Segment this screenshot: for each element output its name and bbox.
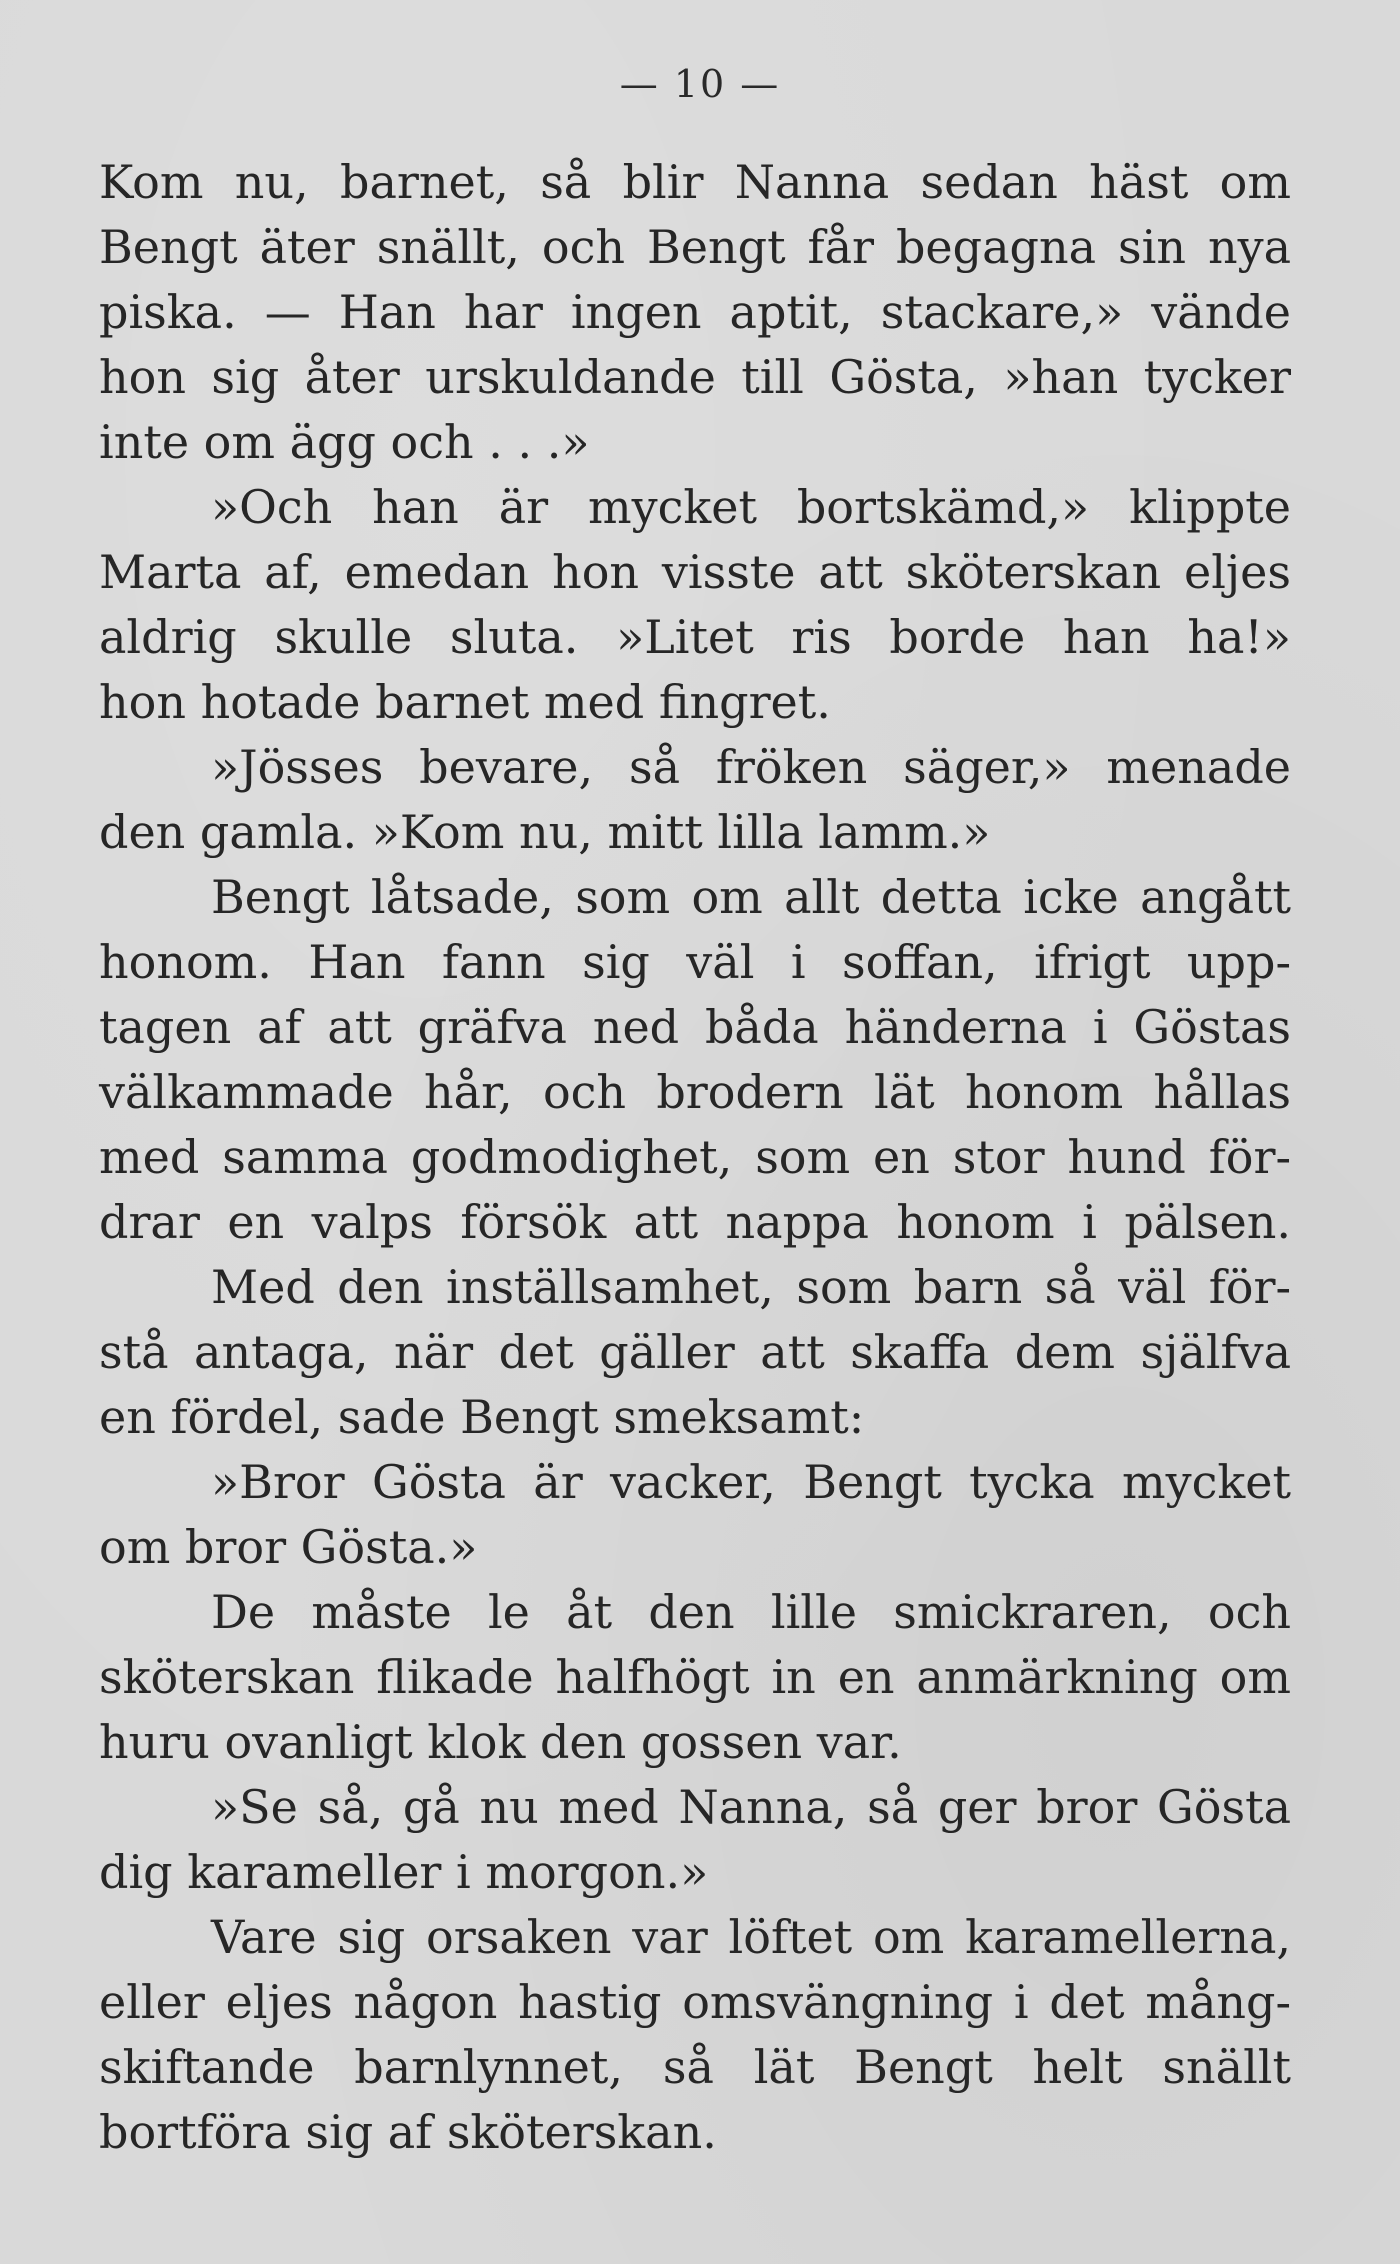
text-line: eller eljes någon hastig omsvängning i det mång- — [99, 1975, 1291, 2029]
text-line: Kom nu, barnet, så blir Nanna sedan häst om — [99, 155, 1291, 209]
text-line: drar en valps försök att nappa honom i pälsen. — [99, 1195, 1291, 1249]
text-line: inte om ägg och . . .» — [99, 415, 590, 469]
text-line: Bengt äter snällt, och Bengt får begagna sin nya — [99, 220, 1291, 274]
text-line: honom. Han fann sig väl i soffan, ifrigt upp- — [99, 935, 1291, 989]
text-line: Vare sig orsaken var löftet om karamellerna, — [211, 1910, 1291, 1964]
text-line: De måste le åt den lille smickraren, och — [211, 1585, 1291, 1639]
text-line: »Jösses bevare, så fröken säger,» menade — [211, 740, 1291, 794]
text-line: »Bror Gösta är vacker, Bengt tycka mycket — [211, 1455, 1291, 1509]
text-line: om bror Gösta.» — [99, 1520, 478, 1574]
text-line: skiftande barnlynnet, så lät Bengt helt snällt — [99, 2040, 1291, 2094]
text-line: aldrig skulle sluta. »Litet ris borde han ha!» — [99, 610, 1291, 664]
text-line: huru ovanligt klok den gossen var. — [99, 1715, 902, 1769]
body-text — [99, 150, 1291, 2165]
text-line: bortföra sig af sköterskan. — [99, 2105, 717, 2159]
text-line: »Och han är mycket bortskämd,» klippte — [211, 480, 1291, 534]
text-line: dig karameller i morgon.» — [99, 1845, 709, 1899]
page-number: — 10 — — [619, 62, 781, 106]
text-line: hon hotade barnet med fingret. — [99, 675, 831, 729]
text-line: sköterskan flikade halfhögt in en anmärkning om — [99, 1650, 1291, 1704]
text-line: tagen af att gräfva ned båda händerna i Göstas — [99, 1000, 1291, 1054]
text-line: Marta af, emedan hon visste att sköterskan eljes — [99, 545, 1291, 599]
text-line: piska. — Han har ingen aptit, stackare,» vände — [99, 285, 1291, 339]
text-line: en fördel, sade Bengt smeksamt: — [99, 1390, 865, 1444]
text-line: »Se så, gå nu med Nanna, så ger bror Gösta — [211, 1780, 1291, 1834]
text-line: Bengt låtsade, som om allt detta icke angått — [211, 870, 1291, 924]
text-line: med samma godmodighet, som en stor hund för- — [99, 1130, 1291, 1184]
text-line: välkammade hår, och brodern lät honom hållas — [99, 1065, 1291, 1119]
text-line: stå antaga, när det gäller att skaffa dem själfva — [99, 1325, 1291, 1379]
text-line: Med den inställsamhet, som barn så väl för- — [211, 1260, 1291, 1314]
text-line: hon sig åter urskuldande till Gösta, »han tycker — [99, 350, 1291, 404]
text-line: den gamla. »Kom nu, mitt lilla lamm.» — [99, 805, 991, 859]
